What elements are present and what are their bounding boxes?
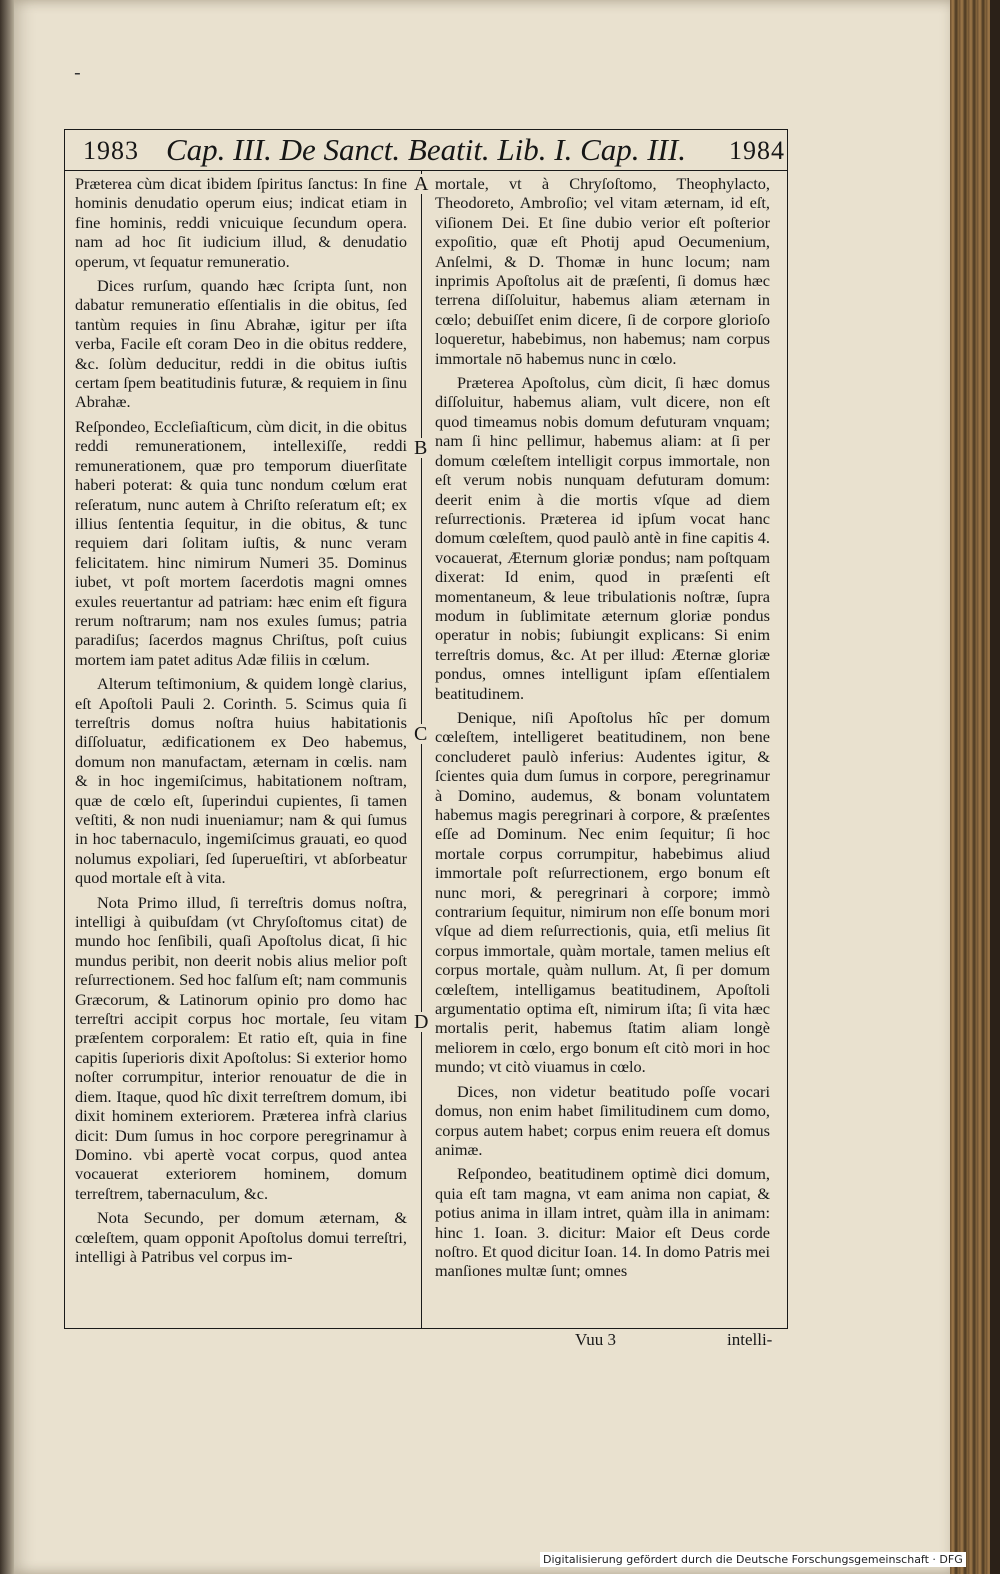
section-marker-a: A	[414, 173, 429, 195]
paragraph: Reſpondeo, Eccleſiaſticum, cùm dicit, in die obitus reddi remunerationem, intellexiſſe, reddi remunerationem, quæ pro temporum diuerſitate haberi poterat: & quia tunc nondum cœlum erat reſeratum, nunc autem à Chriſto reſeratum eſt; ex illius ſententia ſequitur, in die obitus, & tunc requiem dari ſolitam iuſtis, & nunc veram felicitatem. hinc nimirum Numeri 35. Dominus iubet, vt poſt mortem ſacerdotis magni omnes exules reuertantur ad patriam: hæc enim eſt figura rerum noſtrarum; nam nos exules ſumus; patria paradiſus; ſacerdos magnus Chriſtus, poſt cuius mortem iam patet aditus Adæ filiis in cœlum.	[75, 416, 407, 669]
paragraph: Præterea cùm dicat ibidem ſpiritus ſanctus: In fine hominis denudatio operum eius; indicat etiam in fine hominis, reddi vnicuique ſecundum opera. nam ad hoc ſit iudicium illud, & denudatio operum, vt ſequatur remuneratio.	[75, 174, 407, 271]
page-number-right: 1984	[729, 136, 785, 165]
paragraph: Dices rurſum, quando hæc ſcripta ſunt, non dabatur remuneratio eſſentialis in die obitus, ſed tantùm requies in ſinu Abrahæ, igitur per iſta verba, Facile eſt coram Deo in die obitus reddere, &c. ſolùm deducitur, reddi in die obitus iuſtis certam ſpem beatitudinis futuræ, & requiem in ſinu Abrahæ.	[75, 276, 407, 412]
page-number-left: 1983	[83, 136, 139, 165]
digitization-credit: Digitalisierung gefördert durch die Deutsche Forschungsgemeinschaft · DFG	[540, 1552, 966, 1567]
page-mark: -	[74, 60, 81, 84]
paragraph: Alterum teſtimonium, & quidem longè clarius, eſt Apoſtoli Pauli 2. Corinth. 5. Scimus quia ſi terreſtris domus noſtra huius habitationis diſſoluatur, ædificationem ex Deo habemus, domum non manufactam, æternam in cœlis. nam & in hoc ingemiſcimus, habitationem noſtram, quæ de cœlo eſt, ſuperindui cupientes, ſi tamen veſtiti, & non nudi inueniamur; nam & qui ſumus in hoc tabernaculo, ingemiſcimus grauati, eo quod nolumus expoliari, ſed ſuperueſtiri, vt abſorbeatur quod mortale eſt à vita.	[75, 674, 407, 888]
book-spine-shadow	[990, 0, 1000, 1574]
paragraph: Præterea Apoſtolus, cùm dicit, ſi hæc domus diſſoluitur, habemus aliam, vult dicere, non eſt quod timeamus nobis domum defuturam vnquam; nam ſi hinc pellimur, habemus aliam: at ſi per domum cœleſtem intelligit corpus immortale, non eſt verum nobis nunquam defuturam domum: deerit enim à die mortis vſque ad diem reſurrectionis. Præterea id ipſum vocat hanc domum cœleſtem, quod paulò antè in fine capitis 4. vocauerat, Æternum gloriæ pondus; nam poſtquam dixerat: Id enim, quod in præſenti eſt momentaneum, & leue tribulationis noſtræ, ſupra modum in ſublimitate æternum gloriæ pondus operatur in nobis; ſubiungit explicans: Si enim terreſtris domus, &c. At per illud: Æternæ gloriæ pondus, omnes intelligunt ipſam eſſentialem beatitudinem.	[435, 373, 770, 703]
page-header	[65, 130, 787, 171]
section-marker-c: C	[414, 723, 428, 745]
column-divider	[421, 170, 422, 1328]
paragraph: Nota Secundo, per domum æternam, & cœleſtem, quam opponit Apoſtolus domui terreſtri, intelligi à Patribus vel corpus im-	[75, 1208, 407, 1266]
text-frame	[64, 129, 788, 1329]
paragraph: Dices, non videtur beatitudo poſſe vocari domus, non enim habet ſimilitudinem cum domo, corpus autem habet; corpus enim reuera eſt domus animæ.	[435, 1081, 770, 1159]
paragraph: Reſpondeo, beatitudinem optimè dici domum, quia eſt tam magna, vt eam anima non capiat, & potius anima in illam intret, quàm illa in animam: hinc 1. Ioan. 3. dicitur: Maior eſt Deus corde noſtro. Et quod dicitur Ioan. 14. In domo Patris mei manſiones multæ ſunt; omnes	[435, 1164, 770, 1281]
paragraph: Nota Primo illud, ſi terreſtris domus noſtra, intelligi à quibuſdam (vt Chryſoſtomus citat) de mundo hoc ſenſibili, quaſi Apoſtolus dicat, ſi hic mundus peribit, non deerit nobis alius melior poſt reſurrectionem. Sed hoc falſum eſt; nam communis Græcorum, & Latinorum opinio pro domo hac terreſtri accipit corpus hoc mortale, ſeu vitam præſentem corporalem: Et ratio eſt, quia in fine capitis ſuperioris dixit Apoſtolus: Si exterior homo noſter corrumpitur, interior renouatur de die in diem. Itaque, quod hîc dixit terreſtrem domum, ibi dixit hominem exteriorem. Præterea infrà clarius dicit: Dum ſumus in hoc corpore peregrinamur à Domino. vbi apertè vocat corpus, quod antea vocauerat exteriorem hominem, domum terreſtrem, tabernaculum, &c.	[75, 892, 407, 1203]
running-title: Cap. III. De Sanct. Beatit. Lib. I. Cap. III.	[165, 132, 687, 167]
section-marker-b: B	[414, 437, 428, 459]
section-marker-d: D	[414, 1011, 429, 1033]
paragraph: mortale, vt à Chryſoſtomo, Theophylacto, Theodoreto, Ambroſio; vel vitam æternam, id eſt, viſionem Dei. Et ſine dubio verior eſt poſterior expoſitio, quæ eſt Photij apud Oecumenium, Anſelmi, & D. Thomæ in hunc locum; nam inprimis Apoſtolus ait de præſenti, ſi domus hæc terrena diſſoluitur, habemus aliam æternam in cœlo; debuiſſet enim dicere, ſi de corpore glorioſo loqueretur, habebimus, non habemus; nam corpus immortale nō habemus nunc in cœlo.	[435, 174, 770, 368]
paragraph: Denique, niſi Apoſtolus hîc per domum cœleſtem, intelligeret beatitudinem, non bene concluderet paulò inferius: Audentes igitur, & ſcientes quia dum ſumus in corpore, peregrinamur à Domino, audemus, & bonam voluntatem habemus magis peregrinari à corpore, & præſentes eſſe ad Dominum. Nec enim ſequitur; ſi hoc mortale corpus corrumpitur, habebimus aliud immortale poſt reſurrectionem, ergo bonum eſt nunc mori, & peregrinari à corpore; immò contrarium ſequitur, nimirum non eſſe bonum mori vſque ad diem reſurrectionis, quia, etſi melius ſit corpus immortale, quàm mortale, tamen melius eſt corpus mortale, quàm nullum. At, ſi per domum cœleſtem, intelligamus beatitudinem, Apoſtoli argumentatio optima eſt, nimirum iſta; ſi vita hæc mortalis perit, habemus ſtatim aliam longè meliorem in cœlo, ergo bonum eſt citò mori in hoc mundo; vt citò viuamus in cœlo.	[435, 707, 770, 1077]
right-column	[435, 174, 770, 1286]
left-column	[75, 174, 407, 1271]
catchword: intelli-	[727, 1330, 773, 1349]
signature-mark: Vuu 3	[575, 1330, 617, 1349]
